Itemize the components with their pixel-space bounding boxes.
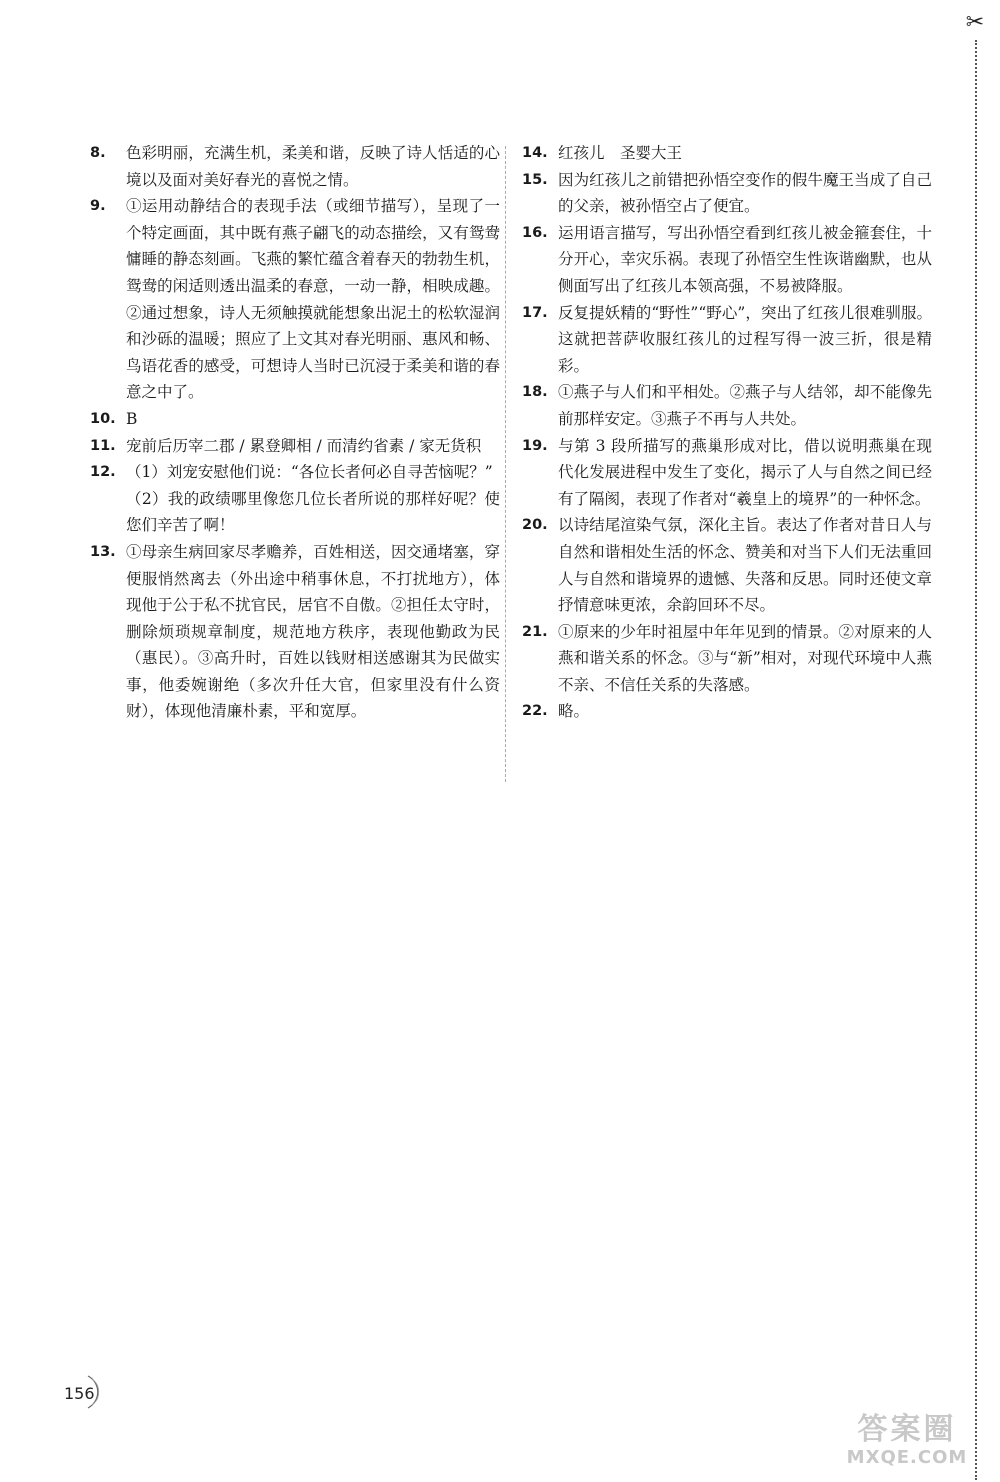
- answer-text: （2）我的政绩哪里像您几位长者所说的那样好呢？使您们辛苦了啊！: [126, 489, 500, 535]
- answer-text: 红孩儿 圣婴大王: [558, 144, 683, 162]
- answer-text: 以诗结尾渲染气氛，深化主旨。表达了作者对昔日人与自然和谐相处生活的怀念、赞美和对当下人们无法重回人与自然和谐境界的遗憾、失落和反思。同时还使文章抒情意味更浓，余韵回环不尽。: [558, 516, 932, 615]
- answer-text: 与第 3 段所描写的燕巢形成对比，借以说明燕巢在现代化发展进程中发生了变化，揭示了人与自然之间已经有了隔阂，表现了作者对“羲皇上的境界”的一种怀念。: [558, 436, 932, 508]
- answer-item-22: [522, 698, 932, 725]
- answer-text: 色彩明丽，充满生机，柔美和谐，反映了诗人恬适的心境以及面对美好春光的喜悦之情。: [126, 144, 500, 189]
- answer-text: ①原来的少年时祖屋中年年见到的情景。②对原来的人燕和谐关系的怀念。③与“新”相对，对现代环境中人燕不亲、不信任关系的失落感。: [558, 622, 932, 694]
- column-divider: [505, 146, 506, 782]
- answer-item-10: [90, 406, 500, 433]
- answer-item-17: [522, 300, 932, 380]
- answer-item-9: [90, 193, 500, 406]
- answer-number: 22.: [522, 703, 548, 720]
- answer-number: 20.: [522, 517, 548, 534]
- answer-number: 19.: [522, 437, 548, 454]
- answer-number: 12.: [90, 464, 116, 481]
- answer-text: 因为红孩儿之前错把孙悟空变作的假牛魔王当成了自己的父亲，被孙悟空占了便宜。: [558, 170, 932, 216]
- answer-number: 21.: [522, 623, 548, 640]
- answer-text-block: [126, 459, 500, 539]
- left-answer-column: [90, 140, 500, 725]
- page-number: 156: [64, 1384, 95, 1403]
- answer-item-15: [522, 167, 932, 220]
- answer-item-18: [522, 379, 932, 432]
- answer-text: 运用语言描写，写出孙悟空看到红孩儿被金箍套住，十分开心，幸灾乐祸。表现了孙悟空生性诙谐幽默，也从侧面写出了红孩儿本领高强，不易被降服。: [558, 223, 932, 295]
- answer-text: 反复提妖精的“野性”“野心”，突出了红孩儿很难驯服。这就把菩萨收服红孩儿的过程写得一波三折，很是精彩。: [558, 303, 932, 375]
- watermark-logo-text: 答案圈: [857, 1412, 957, 1447]
- answer-item-11: [90, 433, 500, 460]
- right-answer-column: [522, 140, 932, 725]
- answer-number: 13.: [90, 543, 116, 560]
- answer-number: 15.: [522, 171, 548, 188]
- answer-number: 10.: [90, 410, 116, 427]
- answer-text: ①母亲生病回家尽孝赡养，百姓相送，因交通堵塞，穿便服悄然离去（外出途中稍事休息，不打扰地方），体现他于公于私不扰官民，居官不自傲。②担任太守时，删除烦琐规章制度，规范地方秩序，表现他勤政为民（惠民）。③高升时，百姓以钱财相送感谢其为民做实事，他委婉谢绝（多次升任大官，但家里没有什么资财），体现他清廉朴素，平和宽厚。: [126, 542, 500, 721]
- answer-item-8: [90, 140, 500, 193]
- answer-item-12: [90, 459, 500, 539]
- answer-text: ①运用动静结合的表现手法（或细节描写），呈现了一个特定画面，其中既有燕子翩飞的动态描绘，又有鸳鸯慵睡的静态刻画。飞燕的繁忙蕴含着春天的勃勃生机，鸳鸯的闲适则透出温柔的春意，一动一静，相映成趣。②通过想象，诗人无须触摸就能想象出泥土的松软湿润和沙砾的温暖；照应了上文其对春光明丽、惠风和畅、鸟语花香的感受，可想诗人当时已沉浸于柔美和谐的春意之中了。: [126, 197, 500, 402]
- answer-text: 宠前后历宰二郡 / 累登卿相 / 而清约省素 / 家无货积: [126, 436, 482, 455]
- answer-item-20: [522, 512, 932, 618]
- answer-item-16: [522, 220, 932, 300]
- answer-item-21: [522, 619, 932, 699]
- watermark: [832, 1412, 982, 1474]
- scissors-icon: ✂: [965, 10, 985, 35]
- answer-number: 8.: [90, 145, 106, 161]
- answer-text: B: [126, 409, 138, 428]
- answer-number: 9.: [90, 198, 106, 215]
- cut-line: [975, 40, 977, 1480]
- watermark-url: MXQE.COM: [846, 1447, 968, 1468]
- answer-number: 18.: [522, 384, 548, 401]
- answer-text: ①燕子与人们和平相处。②燕子与人结邻，却不能像先前那样安定。③燕子不再与人共处。: [558, 383, 932, 428]
- answer-number: 16.: [522, 224, 548, 241]
- answer-number: 11.: [90, 437, 116, 454]
- answer-text: （1）刘宠安慰他们说：“各位长者何必自寻苦恼呢？”: [126, 463, 493, 482]
- answer-item-14: [522, 140, 932, 167]
- answer-number: 17.: [522, 304, 548, 321]
- answer-item-19: [522, 433, 932, 513]
- answer-number: 14.: [522, 145, 548, 161]
- answer-text: 略。: [558, 702, 590, 721]
- answer-item-13: [90, 539, 500, 725]
